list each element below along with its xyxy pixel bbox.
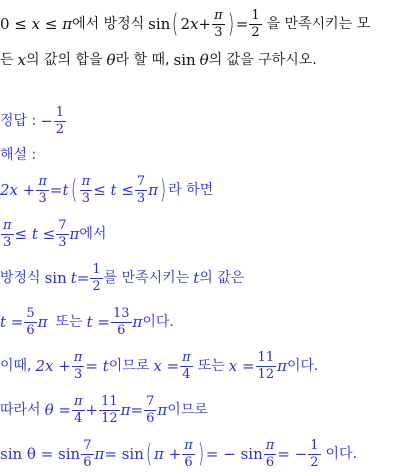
fraction: $\frac{\pi}{3}$ xyxy=(3,217,12,250)
solution-step-6: 따라서 θ = $\frac{\pi}{4}$ + $\frac{11}{12}$ π = $\frac{7}{6}$ π 이므로 xyxy=(0,393,208,426)
problem-line-1: 0 ≤ x ≤ π 에서 방정식 sin ( 2 x + $\frac{\pi}{3}$ ) = $\frac{1}{2}$ 을 만족시키는 모 xyxy=(0,7,371,40)
problem-line-2: 든 x 의 값의 합을 θ 라 할 때, sin θ 의 값을 구하시오. xyxy=(0,50,317,69)
explanation-label-line xyxy=(0,146,36,164)
problem-text: 을 만족시키는 모 xyxy=(266,16,371,32)
sine-function: sin xyxy=(148,14,171,33)
right-paren: ) xyxy=(160,175,167,205)
answer-label: 정답 : xyxy=(0,113,37,129)
fraction: $\frac{1}{2}$ xyxy=(92,261,101,294)
explanation-label: 해설 : xyxy=(0,147,37,163)
fraction: $\frac{1}{2}$ xyxy=(251,7,260,40)
fraction: $\frac{7}{6}$ xyxy=(146,393,155,426)
fraction: $\frac{\pi}{3}$ xyxy=(81,173,91,206)
fraction: $\frac{11}{12}$ xyxy=(257,349,275,382)
fraction: $\frac{7}{3}$ xyxy=(58,217,67,250)
fraction: $\frac{13}{6}$ xyxy=(112,305,130,338)
fraction: $\frac{\pi}{3}$ xyxy=(73,349,83,382)
left-paren: ( xyxy=(145,439,152,469)
solution-step-5: 이때, 2x + $\frac{\pi}{3}$ = t 이므로 x = $\frac{\pi}{4}$ 또는 x = $\frac{11}{12}$ π 이다. xyxy=(0,349,319,382)
fraction: $\frac{\pi}{4}$ xyxy=(182,349,191,382)
fraction: $\frac{\pi}{6}$ xyxy=(265,437,275,470)
solution-step-2: $\frac{\pi}{3}$ ≤ t ≤ $\frac{7}{3}$ π 에서 xyxy=(3,217,107,250)
fraction: $\frac{\pi}{4}$ xyxy=(73,393,83,426)
fraction: $\frac{11}{12}$ xyxy=(101,393,118,426)
fraction: $\frac{\pi}{6}$ xyxy=(184,437,193,470)
fraction: $\frac{\pi}{3}$ xyxy=(38,173,47,206)
solution-step-7: sin θ = sin $\frac{7}{6}$ π = sin ( π + $\frac{\pi}{6}$ ) = − sin $\frac{\pi}{6}$ = − $\frac{1}{2}$ 이다. xyxy=(0,437,357,470)
right-paren: ) xyxy=(197,439,204,469)
fraction: $\frac{5}{6}$ xyxy=(26,305,35,338)
fraction: $\frac{\pi}{3}$ xyxy=(214,7,223,40)
fraction: $\frac{7}{3}$ xyxy=(136,173,146,206)
answer-fraction: $\frac{1}{2}$ xyxy=(55,104,65,137)
left-paren: ( xyxy=(172,9,179,39)
answer-line: 정답 : − $\frac{1}{2}$ xyxy=(0,104,65,137)
right-paren: ) xyxy=(227,9,234,39)
left-paren: ( xyxy=(70,175,77,205)
solution-step-1: 2x + $\frac{\pi}{3}$ = t ( $\frac{\pi}{3}$ ≤ t ≤ $\frac{7}{3}$ π ) 라 하면 xyxy=(0,173,214,206)
solution-step-4: t = $\frac{5}{6}$ π 또는 t = $\frac{13}{6}$ π 이다. xyxy=(0,305,174,338)
solution-step-3: 방정식 sin t = $\frac{1}{2}$ 를 만족시키는 t 의 값은 xyxy=(0,261,245,294)
problem-text: 에서 방정식 xyxy=(72,16,145,32)
problem-condition: 0 ≤ x ≤ π xyxy=(0,14,73,33)
fraction: $\frac{7}{6}$ xyxy=(83,437,92,470)
fraction: $\frac{1}{2}$ xyxy=(310,437,319,470)
